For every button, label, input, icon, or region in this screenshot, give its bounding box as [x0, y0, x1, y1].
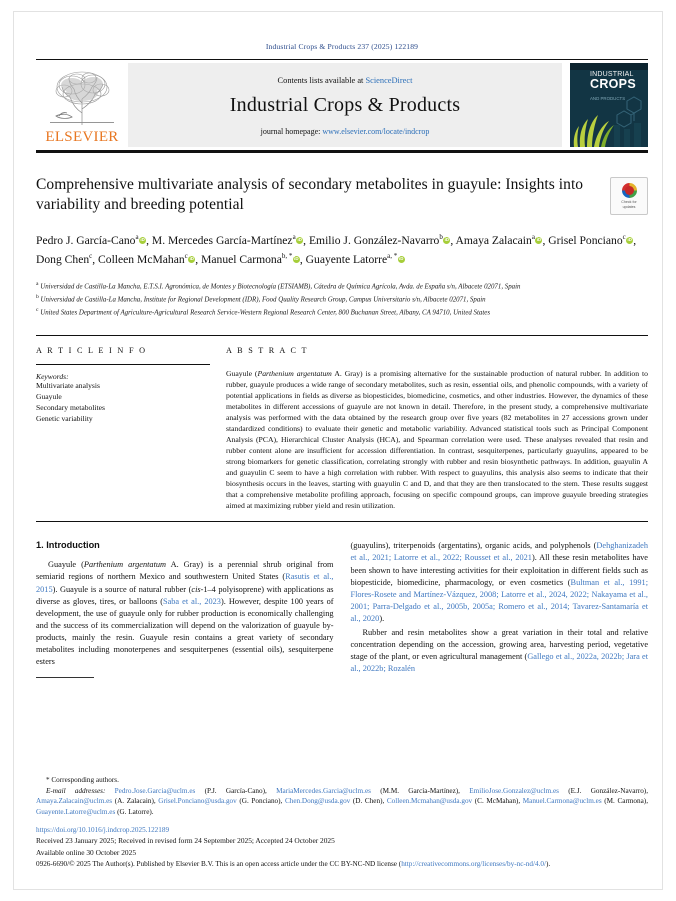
author-name[interactable]: Dong Chen — [36, 252, 90, 266]
abstract-text — [226, 368, 648, 511]
abstract-species-name: Parthenium argentatum — [257, 369, 332, 379]
citation-link[interactable]: Gallego et al., 2022a, 2022b; Jara et al., 2022b; Rozalén — [350, 651, 648, 673]
history-line-2: Available online 30 October 2025 — [36, 848, 137, 858]
affiliation-marker: c — [36, 307, 39, 314]
author-affiliation-marker: c — [184, 251, 188, 260]
author-name[interactable]: Emilio J. González-Navarro — [308, 233, 440, 247]
email-link[interactable]: Manuel.Carmona@uclm.es — [522, 797, 602, 806]
elsevier-wordmark: ELSEVIER — [45, 129, 119, 145]
citation-link[interactable]: Dehghanizadeh et al., 2021; Latorre et al., 2022; Rousset et al., 2021 — [350, 541, 648, 563]
body-columns — [36, 540, 648, 682]
journal-homepage-line — [261, 127, 430, 136]
author-affiliation-marker: a — [135, 233, 139, 242]
intro-text-d: -1–4 polyisoprene) with applications as diverse as gloves, tires, or balloons ( — [36, 584, 334, 606]
keyword-item: Multivariate analysis — [36, 381, 100, 391]
author-affiliation-marker: a — [292, 233, 296, 242]
affiliation-marker: a — [36, 281, 39, 288]
license-url-link[interactable]: http://creativecommons.org/licenses/by-nc-nd/4.0/ — [401, 859, 546, 868]
email-link[interactable]: Guayente.Latorre@uclm.es — [36, 807, 116, 816]
cover-line-2: CROPS — [590, 77, 636, 92]
affiliation-item — [36, 280, 648, 293]
email-owner: (G. Latorre). — [115, 807, 154, 816]
abstract-text-after: A. Gray) is a promising alternative for the sustainable production of natural rubber. In addition to rubber, guayule produces a wide range of secondary metabolites, such as resin, essential oils, and phenolic compounds, with a variety of potential applications in fields as diverse as biopesticides, biomedicine, cosmetics, and other industries. However, the dynamics of these metabolites in different accessions of guayule are not known in detail. Therefore, in the present study, a comprehensive multivariate analysis was performed with the data obtained by the research group over five years (82 metabolites in 27 accessions grown under standardized conditions) to evaluate their genetic and metabolic variability. Advanced statistical tools such as Principal Component Analysis (PCA), Hierarchical Cluster Analysis (HCA), and Spearman correlation were used. These analyses revealed that resin and rubber content alone are insufficient for accession differentiation. In contrast, sesquiterpenes, particularly guayulins, appeared to be strong biomarkers for genetic classification, correlating strongly with rubber and resin biosynthetic pathways. In addition, guayulin A and guayulin C seem to have a high correlation with rubber. With respect to guayulins, this analysis also seems to indicate that their biosynthesis occurs in the leaves, starting with guayulin C and D, and that they are then translocated to the stem. These results suggest that a comprehensive metabolite profiling approach, focusing on specific compound groups, can improve guayule breeding strategies aimed at maximizing rubber yield and resin utilization. — [226, 369, 648, 511]
author-separator: , — [633, 233, 637, 247]
author-separator: , — [303, 233, 309, 247]
orcid-icon[interactable] — [398, 256, 405, 263]
email-link[interactable]: MariaMercedes.Garcia@uclm.es — [276, 786, 371, 795]
intro-paragraph-right-2 — [351, 627, 649, 675]
affiliation-item — [36, 293, 648, 306]
page-content — [36, 42, 648, 683]
author-name[interactable]: Pedro J. García-Cano — [36, 233, 136, 247]
title-block — [36, 175, 648, 216]
email-link[interactable]: Pedro.Jose.Garcia@uclm.es — [114, 786, 196, 795]
cover-title-text — [590, 71, 636, 91]
abstract-text-before: Guayule ( — [226, 369, 258, 379]
license-note — [36, 859, 648, 869]
affiliation-item — [36, 306, 648, 319]
author-list — [36, 232, 648, 270]
contents-available-line — [278, 76, 413, 85]
masthead-bottom-rule — [36, 150, 648, 153]
email-owner: (P.J. García-Cano), — [195, 786, 277, 795]
author-entry — [152, 234, 309, 247]
cis-italic: cis — [191, 584, 201, 594]
email-owner: (G. Ponciano), — [236, 797, 285, 806]
email-owner: (E.J. González-Navarro), — [558, 786, 648, 795]
email-addresses-label: E-mail addresses: — [46, 786, 115, 795]
intro-paragraph-left — [36, 559, 334, 667]
masthead-top-rule — [36, 59, 648, 60]
author-affiliation-marker: b, * — [281, 251, 293, 260]
intro-right-text-a: (guayulins), triterpenoids (argentatins), organic acids, and polyphenols ( — [350, 541, 597, 551]
crossmark-label — [621, 200, 636, 209]
journal-masthead — [36, 63, 648, 147]
author-entry — [306, 253, 405, 266]
author-affiliation-marker: c — [89, 251, 93, 260]
abstract-heading: A B S T R A C T — [226, 346, 309, 356]
species-name: Parthenium argentatum — [83, 560, 167, 570]
page-title: Comprehensive multivariate analysis of secondary metabolites in guayule: Insights into variability and breeding potential — [36, 176, 584, 214]
cover-line-1: INDUSTRIAL — [590, 71, 634, 78]
author-entry — [456, 234, 549, 247]
author-affiliation-marker: a — [531, 233, 535, 242]
homepage-prefix: journal homepage: — [260, 126, 323, 136]
citation-link[interactable]: Saba et al., 2023 — [162, 596, 221, 606]
cover-line-3: AND PRODUCTS — [590, 96, 626, 101]
author-entry — [36, 253, 98, 266]
intro-text-b: A. Gray) is a perennial shrub original from semiarid regions of northern Mexico and southwestern United States ( — [36, 560, 334, 582]
body-column-right — [351, 540, 649, 682]
keywords-list — [36, 381, 210, 424]
email-owner: (M.M. García-Martínez), — [370, 786, 470, 795]
author-separator: , — [146, 233, 152, 247]
email-link[interactable]: EmilioJose.Gonzalez@uclm.es — [469, 786, 559, 795]
footnote-separator — [36, 677, 94, 678]
crossmark-icon — [622, 183, 637, 198]
history-line-1: Received 23 January 2025; Received in revised form 24 September 2025; Accepted 24 October 2025 — [36, 836, 335, 846]
article-info-and-abstract — [36, 335, 648, 511]
orcid-icon[interactable] — [139, 237, 146, 244]
crossmark-line-2: updates — [622, 204, 636, 209]
email-addresses-note — [36, 786, 648, 818]
article-info-heading: A R T I C L E I N F O — [36, 346, 147, 356]
journal-cover-thumbnail — [570, 63, 648, 147]
section-heading-introduction: 1. Introduction — [36, 540, 100, 551]
abstract-bottom-rule — [36, 521, 648, 522]
email-link[interactable]: Colleen.Mcmahan@usda.gov — [386, 797, 473, 806]
email-owner: (C. McMahan), — [472, 797, 523, 806]
intro-text-a: Guayule ( — [48, 560, 84, 570]
corresponding-author-note: * Corresponding authors. — [46, 776, 119, 785]
masthead-center — [128, 63, 562, 147]
email-link[interactable]: Chen.Dong@usda.gov — [284, 797, 351, 806]
journal-title: Industrial Crops & Products — [229, 93, 461, 116]
page-footer — [36, 775, 648, 869]
author-separator: , — [195, 252, 202, 266]
author-separator: , — [92, 252, 99, 266]
paper-sheet — [14, 12, 662, 889]
doi-link[interactable]: https://doi.org/10.1016/j.indcrop.2025.122189 — [36, 826, 170, 835]
author-name[interactable]: Colleen McMahan — [98, 252, 185, 266]
affiliation-text: United States Department of Agriculture-Agricultural Research Service-Western Regional Research Center, 800 Buchanan Street, Albany, CA 94710, United States — [40, 309, 491, 317]
author-name[interactable]: Manuel Carmona — [201, 252, 282, 266]
email-link[interactable]: Amaya.Zalacain@uclm.es — [36, 797, 113, 806]
intro-right-text-c: ). — [379, 613, 385, 623]
email-link[interactable]: Grisel.Ponciano@usda.gov — [158, 797, 237, 806]
author-affiliation-marker: b — [439, 233, 443, 242]
keyword-item: Genetic variability — [36, 413, 93, 423]
intro-paragraph-right-1 — [351, 540, 649, 624]
license-text-after: ). — [545, 859, 551, 868]
citation-link[interactable]: Bultman et al., 1991; Flores-Rosete and Martínez-Vázquez, 2008; Latorre et al., 2024, 2022; Nakayama et al., 2001; Parra-Delgado et al., 2005b, 2005a; Romero et al., 2014; Tavarez-Santamaría et al., 2020 — [350, 577, 648, 623]
contents-prefix: Contents lists available at — [277, 75, 366, 85]
author-name[interactable]: Grisel Ponciano — [548, 233, 623, 247]
license-text-before: 0926-6690/© 2025 The Author(s). Published by Elsevier B.V. This is an open access article under the CC BY-NC-ND license ( — [36, 859, 402, 868]
affiliation-text: Universidad de Castilla-La Mancha, Institute for Regional Development (IDR), Food Quality Research Group, Campus Universitario s/n, Albacete 02071, Spain — [40, 296, 486, 304]
email-owner: (A. Zalacain), — [112, 797, 159, 806]
email-owner: (M. Carmona), — [601, 797, 648, 806]
orcid-icon[interactable] — [293, 256, 300, 263]
author-name[interactable]: Amaya Zalacain — [455, 233, 532, 247]
elsevier-logo — [36, 63, 128, 147]
keywords-label: Keywords: — [36, 372, 69, 382]
journal-homepage-link[interactable]: www.elsevier.com/locate/indcrop — [322, 126, 430, 136]
abstract-column — [222, 336, 648, 511]
author-separator: , — [450, 233, 456, 247]
citation-link[interactable]: Rasutis et al., 2015 — [36, 572, 334, 594]
affiliation-list — [36, 280, 648, 319]
author-entry — [201, 253, 306, 266]
email-owner: (D. Chen), — [350, 797, 387, 806]
author-affiliation-marker: a, * — [387, 251, 398, 260]
crossmark-line-1: Check for — [621, 200, 637, 205]
author-entry — [98, 253, 201, 266]
author-entry — [548, 234, 636, 247]
keyword-item: Secondary metabolites — [36, 403, 105, 413]
author-entry — [309, 234, 456, 247]
affiliation-text: Universidad de Castilla-La Mancha, E.T.S.I. Agronómica, de Montes y Biotecnología (ETSIAMB), Cátedra de Química Agrícola, Avda. de España s/n, Albacete 02071, Spain — [40, 283, 521, 291]
crossmark-badge[interactable] — [610, 177, 648, 215]
author-separator: , — [299, 252, 306, 266]
orcid-icon[interactable] — [188, 256, 195, 263]
intro-text-c: ). Guayule is a source of natural rubber ( — [52, 584, 192, 594]
body-column-left — [36, 540, 334, 682]
author-separator: , — [542, 233, 549, 247]
elsevier-tree-icon — [46, 69, 118, 129]
intro-right-text-b: ). All these resin metabolites have been shown to have interesting activities for their exploitation in different fields such as biopesticide, biomedicine, pharmacology, or even cosmetics ( — [350, 553, 648, 587]
sciencedirect-link[interactable]: ScienceDirect — [365, 75, 413, 85]
author-name[interactable]: Guayente Latorre — [305, 252, 388, 266]
author-entry — [36, 234, 152, 247]
running-head: Industrial Crops & Products 237 (2025) 122189 — [265, 42, 419, 51]
intro-right2-text-a: Rubber and resin metabolites show a great variation in their total and relative concentration depending on the accession, growing area, harvesting period, vegetative stage of the plant, or even agricultural management ( — [350, 627, 648, 661]
keywords-rule — [36, 364, 210, 365]
author-name[interactable]: M. Mercedes García-Martínez — [151, 233, 293, 247]
keyword-item: Guayule — [36, 392, 62, 402]
affiliation-marker: b — [36, 294, 39, 301]
author-affiliation-marker: c — [622, 233, 626, 242]
intro-text-e: ). However, despite 100 years of development, the use of guayule only for rubber production is economically challenging and the success of its commercialization will depend on the valorization of guayule by-products, mainly the resin. Guayule resin contains a great variety of secondary metabolites including monoterpenes and sesquiterpenes (essential oils), sesquiterpene esters — [36, 596, 334, 666]
article-info-column — [36, 336, 222, 511]
